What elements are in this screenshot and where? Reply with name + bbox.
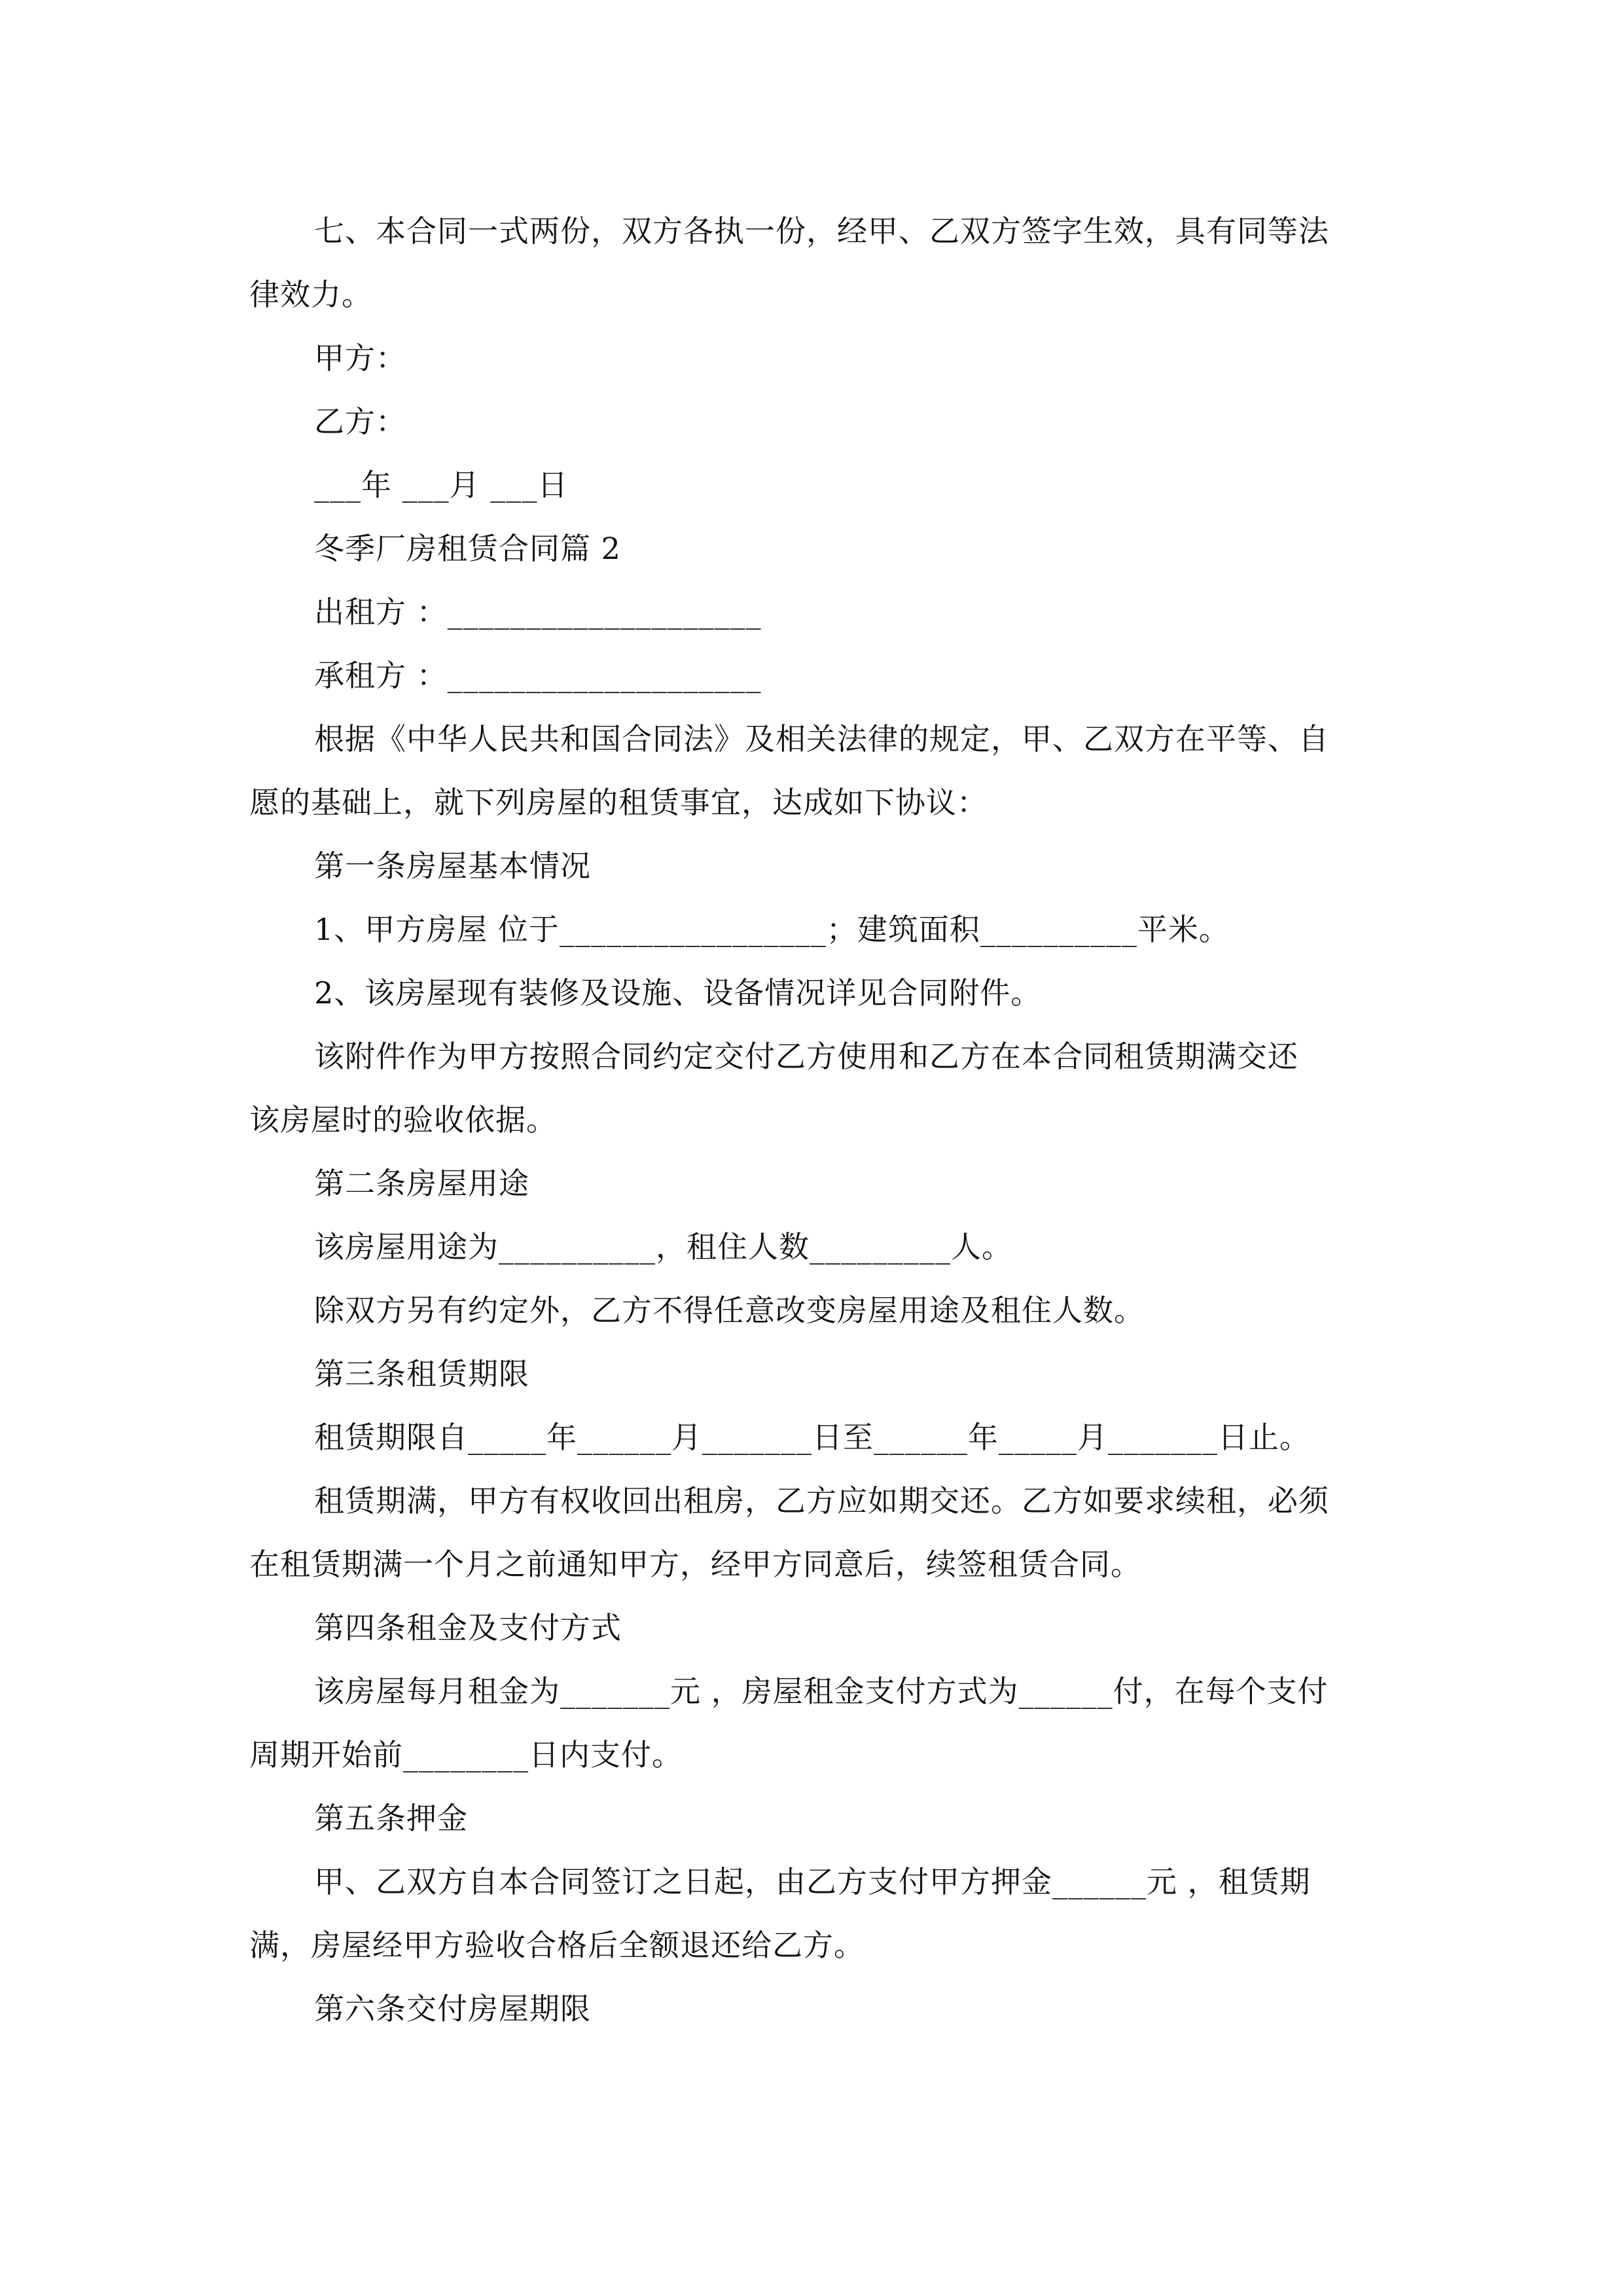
signing-date: ___年 ___月 ___日 [314, 467, 569, 503]
annex-note-line-1: 该附件作为甲方按照合同约定交付乙方使用和乙方在本合同租赁期满交还 [314, 1039, 1298, 1074]
section-title: 冬季厂房租赁合同篇 2 [314, 531, 621, 566]
article-3-heading: 第三条租赁期限 [314, 1356, 529, 1391]
article-1-heading: 第一条房屋基本情况 [314, 848, 591, 884]
article-3-term: 租赁期限自_____年______月_______日至______年_____月_______日止。 [314, 1420, 1310, 1455]
clause-7-line-2: 律效力。 [249, 277, 372, 312]
preamble-line-2: 愿的基础上，就下列房屋的租赁事宜，达成如下协议： [249, 785, 988, 820]
article-3-renewal-line-2: 在租赁期满一个月之前通知甲方，经甲方同意后，续签租赁合同。 [249, 1547, 1141, 1582]
article-5-deposit-line-2: 满，房屋经甲方验收合格后全额退还给乙方。 [249, 1928, 865, 1963]
clause-7-line-1: 七、本合同一式两份，双方各执一份，经甲、乙双方签字生效，具有同等法 [314, 213, 1329, 249]
article-2-restriction: 除双方另有约定外，乙方不得任意改变房屋用途及租住人数。 [314, 1293, 1145, 1328]
article-3-renewal-line-1: 租赁期满，甲方有权收回出租房，乙方应如期交还。乙方如要求续租，必须 [314, 1483, 1329, 1518]
article-2-usage: 该房屋用途为__________，租住人数_________人。 [314, 1229, 1012, 1265]
article-1-item-1: 1、甲方房屋 位于_________________；建筑面积__________平米。 [314, 912, 1230, 947]
article-4-rent-line-1: 该房屋每月租金为_______元 ，房屋租金支付方式为______付，在每个支付 [314, 1674, 1329, 1709]
article-6-heading: 第六条交付房屋期限 [314, 1991, 591, 2026]
party-a-signature: 甲方： [314, 340, 406, 376]
article-5-deposit-line-1: 甲、乙双方自本合同签订之日起，由乙方支付甲方押金______元 ，租赁期 [314, 1864, 1311, 1899]
annex-note-line-2: 该房屋时的验收依据。 [249, 1102, 557, 1138]
article-2-heading: 第二条房屋用途 [314, 1166, 529, 1201]
party-b-signature: 乙方： [314, 404, 406, 439]
lessor-line: 出租方 ：____________________ [314, 594, 762, 630]
preamble-line-1: 根据《中华人民共和国合同法》及相关法律的规定，甲、乙双方在平等、自 [314, 721, 1329, 757]
article-5-heading: 第五条押金 [314, 1801, 468, 1836]
article-1-item-2: 2、该房屋现有装修及设施、设备情况详见合同附件。 [314, 975, 1042, 1011]
article-4-rent-line-2: 周期开始前________日内支付。 [249, 1737, 683, 1772]
article-4-heading: 第四条租金及支付方式 [314, 1610, 622, 1645]
lessee-line: 承租方 ：____________________ [314, 658, 762, 693]
